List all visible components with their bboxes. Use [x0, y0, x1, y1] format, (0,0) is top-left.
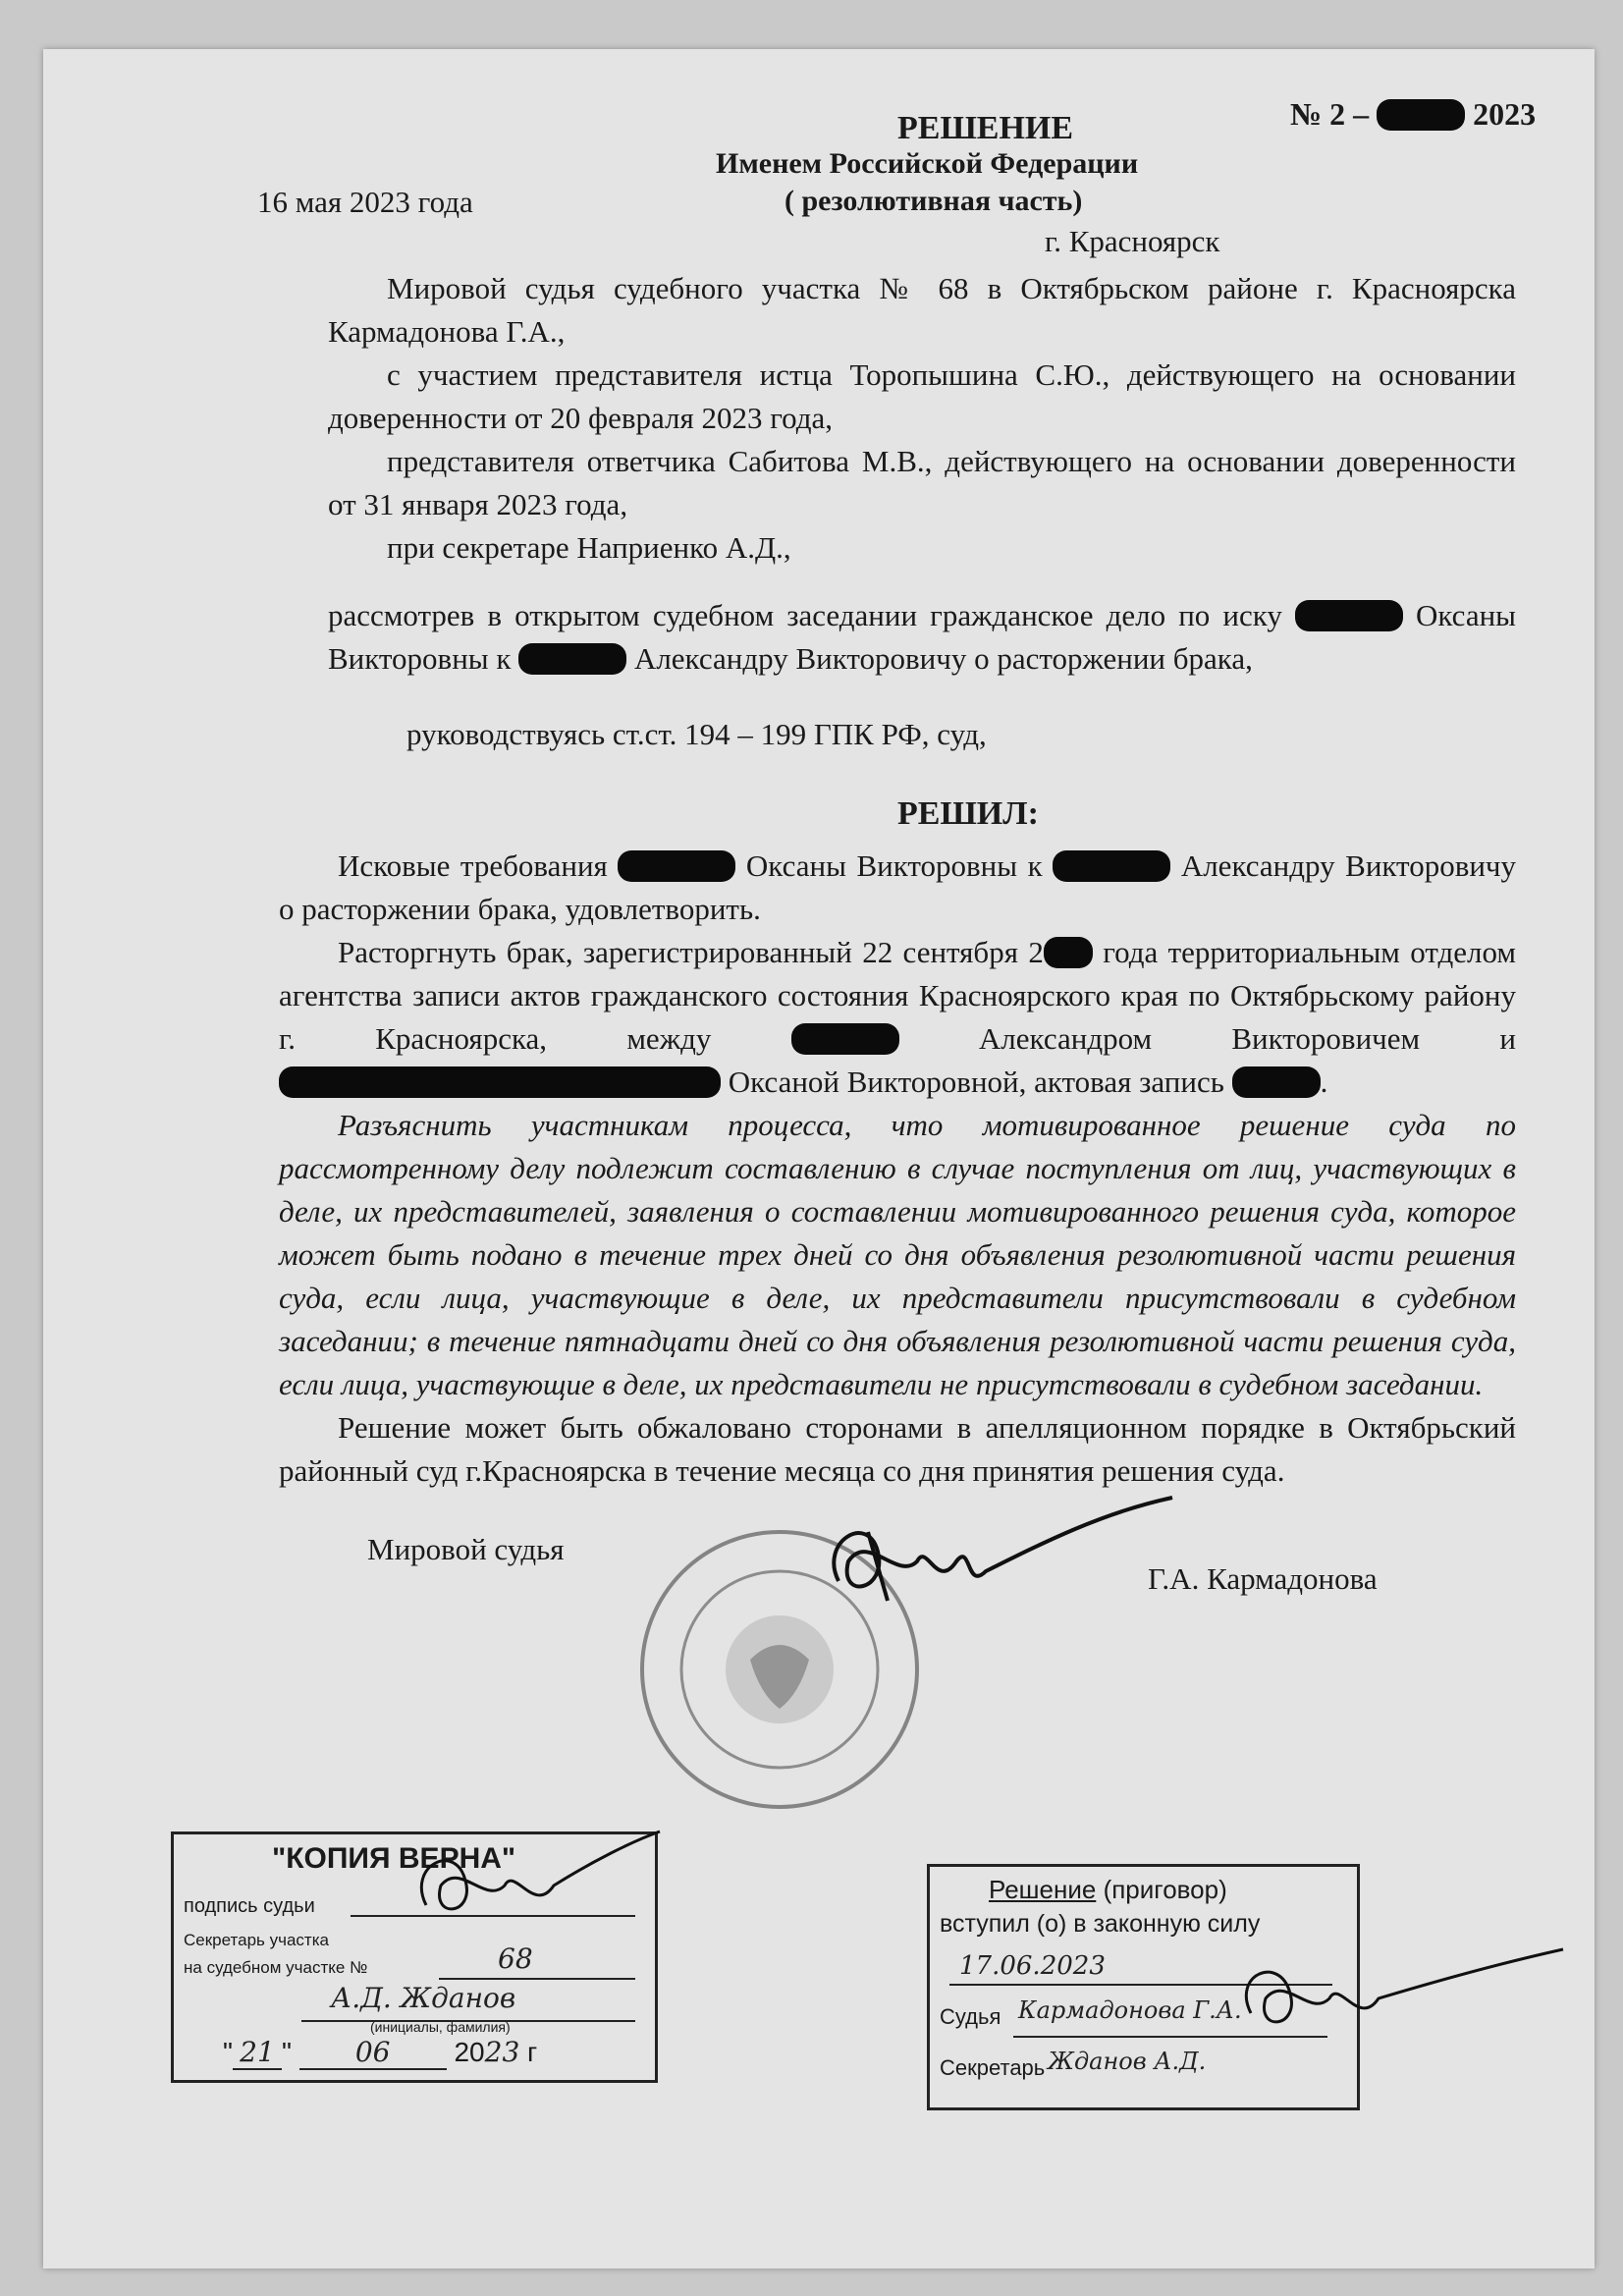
redacted-plaintiff-name — [279, 1066, 721, 1098]
document-city: г. Красноярск — [1045, 224, 1220, 258]
copy-stamp-district-line — [439, 1972, 635, 1980]
copy-stamp-date: " 21 " 06 2023 г — [223, 2036, 538, 2068]
redacted-defendant-surname — [518, 643, 626, 675]
intro-block — [328, 267, 1516, 570]
decision-appeal: Решение может быть обжаловано сторонами в апелляционном порядке в Октябрьский районный суд г.Красноярска в течение месяца со дня принятия решения суда. — [279, 1410, 1516, 1488]
document-page — [43, 49, 1595, 2269]
intro-secretary: при секретаре Наприенко А.Д., — [387, 530, 791, 565]
force-stamp-judge-label: Судья — [940, 2004, 1001, 2029]
redacted-year — [1044, 937, 1093, 968]
intro-judge: Мировой судья судебного участка № 68 в Октябрьском районе г. Красноярска Кармадонова Г.А., — [328, 271, 1516, 349]
intro-plaintiff-rep: с участием представителя истца Торопышина С.Ю., действующего на основании доверенности от 20 февраля 2023 года, — [328, 357, 1516, 435]
force-stamp-secretary-name: Жданов А.Д. — [1048, 2048, 1207, 2075]
document-part: ( резолютивная часть) — [784, 185, 1083, 217]
copy-stamp-signature-icon — [406, 1827, 662, 1935]
document-subtitle: Именем Российской Федерации — [716, 147, 1139, 180]
force-stamp-line2: вступил (о) в законную силу — [940, 1910, 1261, 1938]
redacted-defendant-surname-2 — [1053, 850, 1170, 882]
force-stamp-title-rest: (приговор) — [1103, 1875, 1227, 1904]
force-stamp-signature-icon — [1231, 1944, 1565, 2052]
signature-role: Мировой судья — [367, 1532, 565, 1566]
redacted-defendant-name — [791, 1023, 899, 1055]
decision-explanation: Разъяснить участникам процесса, что мотивированное решение суда по рассмотренному делу подлежит составлению в случае поступления от лиц, участвующих в деле, их представителей, заявления о составлении мотивированного решения суда, которое может быть подано в течение трех дней со дня объявления резолютивной части решения суда, если лица, участвующие в деле, их представители присутствовали в судебном заседании; в течение пятнадцати дней со дня объявления резолютивной части решения суда, если лица, участвующие в деле, их представители не присутствовали в судебном заседании. — [279, 1108, 1516, 1401]
copy-stamp-date-year-prefix: 20 — [454, 2037, 485, 2067]
intro-defendant-rep: представителя ответчика Сабитова М.В., действующего на основании доверенности от 31 января 2023 года, — [328, 444, 1516, 521]
force-stamp-date: 17.06.2023 — [959, 1951, 1106, 1981]
copy-stamp-date-year-suffix: 23 — [484, 2036, 520, 2068]
copy-stamp-date-suffix: г — [527, 2037, 538, 2067]
case-description-text: рассмотрев в открытом судебном заседании гражданское дело по иску Оксаны Викторовны к Александру Викторовичу о расторжении брака, — [328, 598, 1516, 676]
redacted-plaintiff-surname-2 — [618, 850, 735, 882]
decision-block — [279, 845, 1516, 1493]
copy-stamp-date-month: 06 — [299, 2036, 447, 2070]
copy-stamp-judge-sign-label: подпись судьи — [184, 1895, 315, 1917]
legal-basis: руководствуясь ст.ст. 194 – 199 ГПК РФ, суд, — [406, 717, 987, 751]
redacted-record-number — [1232, 1066, 1321, 1098]
copy-stamp-secretary-label-2: на судебном участке № — [184, 1958, 368, 1977]
decision-claim-granted: Исковые требования Оксаны Викторовны к Александру Викторовичу о расторжении брака, удовлетворить. — [279, 848, 1517, 926]
copy-stamp-secretary-label-1: Секретарь участка — [184, 1931, 329, 1949]
copy-stamp-date-day: 21 — [233, 2036, 282, 2070]
force-stamp-judge-name: Кармадонова Г.А. — [1018, 1996, 1242, 2024]
judge-signature-icon — [809, 1493, 1182, 1640]
case-year: 2023 — [1473, 96, 1537, 132]
document-date: 16 мая 2023 года — [257, 185, 473, 219]
force-stamp-secretary-label: Секретарь — [940, 2055, 1046, 2080]
decision-dissolve-marriage: Расторгнуть брак, зарегистрированный 22 сентября 2 года территориальным отделом агентства записи актов гражданского состояния Красноярского края по Октябрьскому району г. Красноярска, между Александром Викторовичем и Оксаной Викторовной, актовая запись . — [279, 935, 1517, 1099]
copy-stamp-district-number: 68 — [498, 1942, 533, 1975]
case-description — [328, 594, 1516, 681]
copy-stamp-secretary-name: А.Д. Жданов — [331, 1982, 516, 2014]
copy-stamp-title: "КОПИЯ ВЕРНА" — [272, 1842, 516, 1875]
signature-name: Г.А. Кармадонова — [1148, 1561, 1378, 1596]
case-number-prefix: № 2 – — [1290, 96, 1370, 132]
document-title: РЕШЕНИЕ — [897, 110, 1074, 146]
case-number — [1290, 96, 1536, 133]
redacted-case-number — [1377, 99, 1465, 131]
force-stamp-title — [989, 1875, 1227, 1905]
force-stamp-title-underlined: Решение — [989, 1875, 1097, 1904]
copy-stamp-initials-caption: (инициалы, фамилия) — [370, 2019, 511, 2035]
decided-heading: РЕШИЛ: — [897, 795, 1039, 832]
redacted-plaintiff-surname — [1295, 600, 1403, 631]
